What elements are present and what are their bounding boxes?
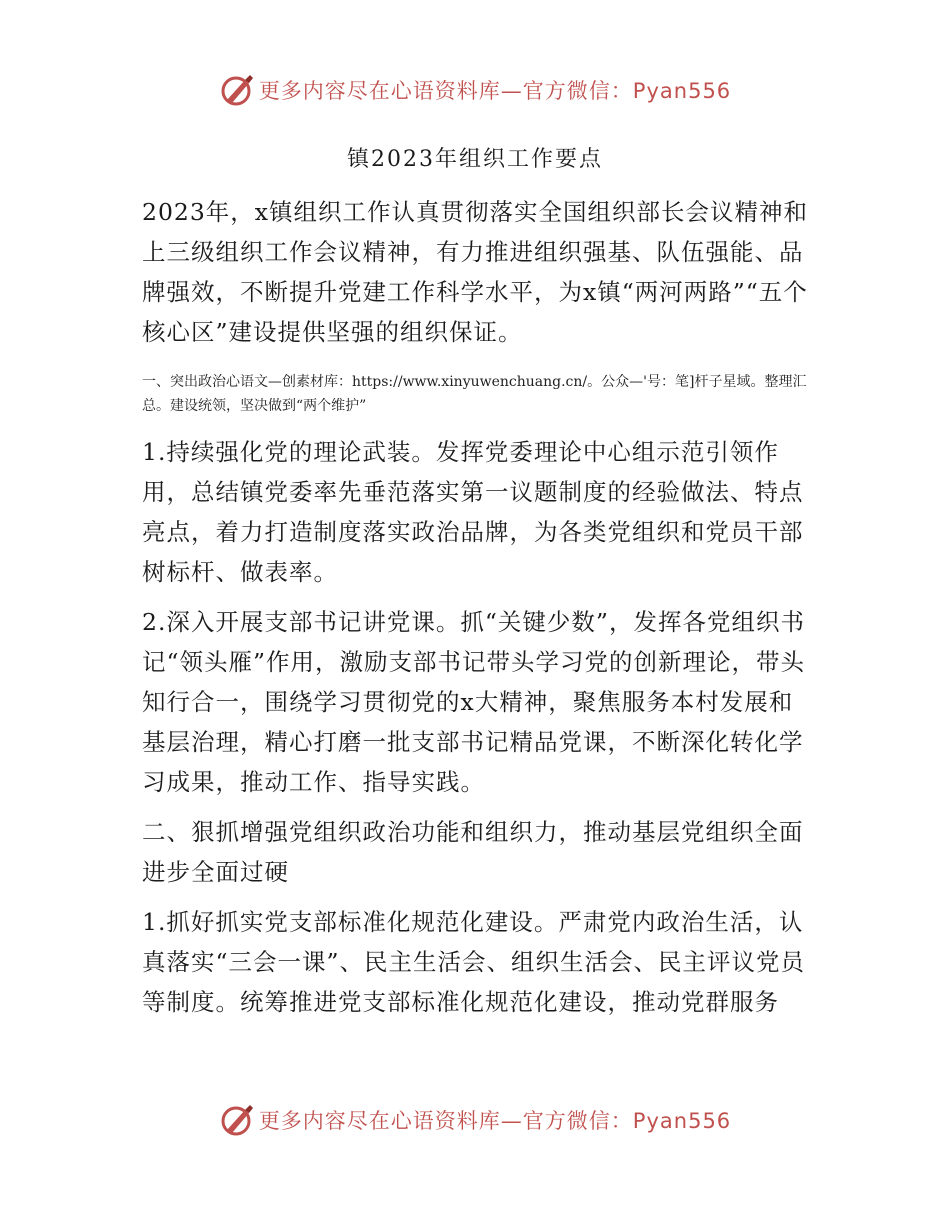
footer-banner-text: 更多内容尽在心语资料库—官方微信：Pyan556 <box>258 1109 732 1133</box>
footer-banner <box>0 1100 950 1140</box>
pen-logo-icon <box>219 72 255 108</box>
intro-paragraph: 2023年，x镇组织工作认真贯彻落实全国组织部长会议精神和上三级组织工作会议精神，有力推进组织强基、队伍强能、品牌强效，不断提升党建工作科学水平，为x镇“两河两路”“五个核心区”建设提供坚强的组织保证。 <box>142 198 809 346</box>
document-body <box>142 192 812 1032</box>
section2-heading: 二、狠抓增强党组织政治功能和组织力，推动基层党组织全面进步全面过硬 <box>142 818 804 886</box>
item-2-1-paragraph: 1.抓好抓实党支部标准化规范化建设。严肃党内政治生活，认真落实“三会一课”、民主生活会、组织生活会、民主评议党员等制度。统筹推进党支部标准化规范化建设，推动党群服务 <box>142 908 806 1016</box>
document-title: 镇2023年组织工作要点 <box>347 147 603 172</box>
header-banner-text: 更多内容尽在心语资料库—官方微信：Pyan556 <box>258 79 732 103</box>
header-banner <box>0 70 950 110</box>
pen-logo-icon <box>219 1102 255 1138</box>
item-1-1-paragraph: 1.持续强化党的理论武装。发挥党委理论中心组示范引领作用，总结镇党委率先垂范落实第一议题制度的经验做法、特点亮点，着力打造制度落实政治品牌，为各类党组织和党员干部树标杆、做表率。 <box>142 438 804 586</box>
section1-heading-note: 一、突出政治心语文—创素材库：https://www.xinyuwenchuang.cn/。公众—'号：笔]杆子星域。整理汇总。建设统领，坚决做到“两个维护” <box>142 374 807 414</box>
item-1-2-paragraph: 2.深入开展支部书记讲党课。抓“关键少数”，发挥各党组织书记“领头雁”作用，激励支部书记带头学习党的创新理论，带头知行合一，围绕学习贯彻党的x大精神，聚焦服务本村发展和基层治理，精心打磨一批支部书记精品党课，不断深化转化学习成果，推动工作、指导实践。 <box>142 608 806 796</box>
